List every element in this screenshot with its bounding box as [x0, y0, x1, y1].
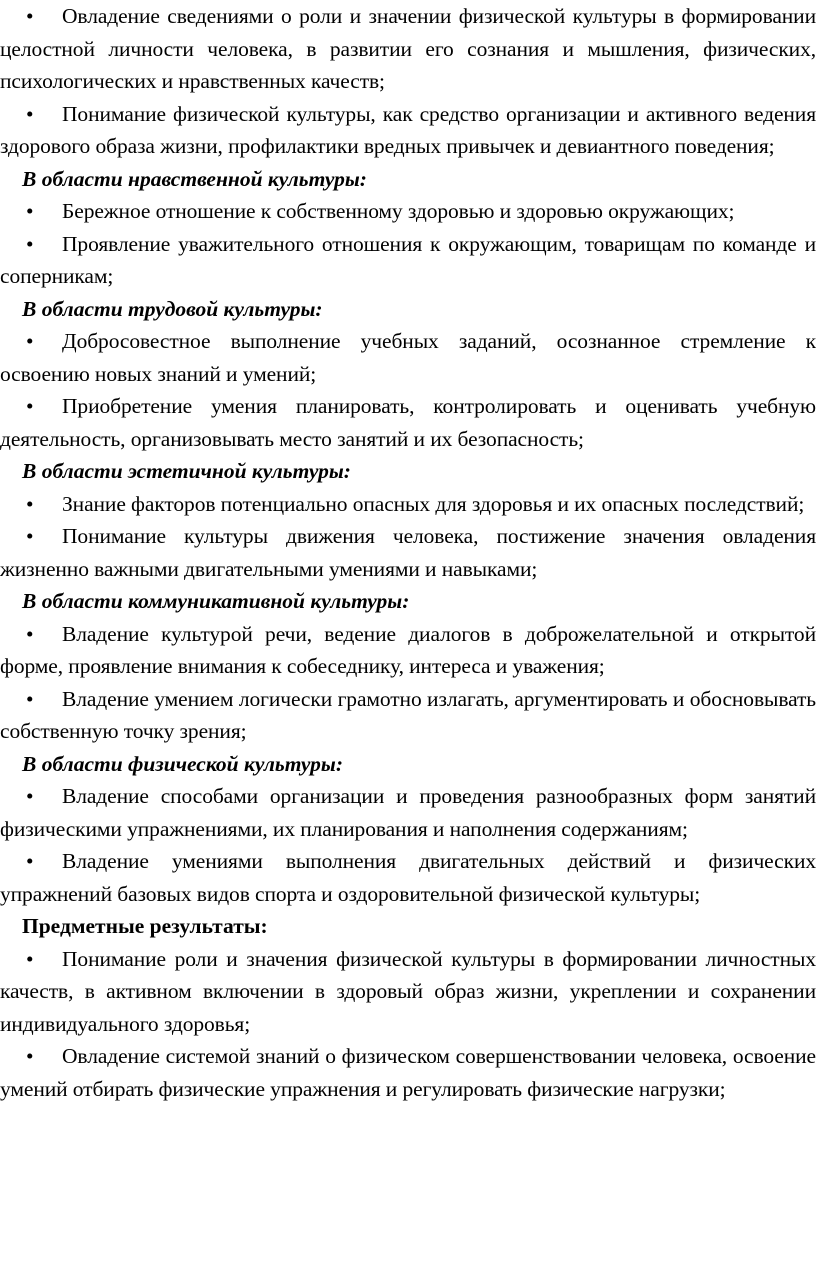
- list-item: [0, 0, 816, 98]
- bullet-glyph: •: [26, 4, 34, 28]
- list-item-text: Понимание культуры движения человека, постижение значения овладения жизненно важными двигательными умениями и навыками;: [0, 524, 816, 581]
- list-item: [0, 845, 816, 910]
- bullet-glyph: •: [26, 329, 34, 353]
- list-item: [0, 520, 816, 585]
- list-item-text: Владение способами организации и проведения разнообразных форм занятий физическими упражнениями, их планирования и наполнения содержаниям;: [0, 784, 816, 841]
- list-item: [0, 325, 816, 390]
- list-item-text: Овладение системой знаний о физическом совершенствовании человека, освоение умений отбирать физические упражнения и регулировать физические нагрузки;: [0, 1044, 816, 1101]
- bullet-glyph: •: [26, 1044, 34, 1068]
- list-item: [0, 390, 816, 455]
- list-item-text: Владение умениями выполнения двигательных действий и физических упражнений базовых видов спорта и оздоровительной физической культуры;: [0, 849, 816, 906]
- list-item: [0, 228, 816, 293]
- bullet-glyph: •: [26, 686, 34, 711]
- list-item-text: Приобретение умения планировать, контролировать и оценивать учебную деятельность, организовывать место занятий и их безопасность;: [0, 394, 816, 451]
- list-item: [0, 780, 816, 845]
- bullet-glyph: •: [26, 491, 34, 516]
- list-item-text: Добросовестное выполнение учебных заданий, осознанное стремление к освоению новых знаний и умений;: [0, 329, 816, 386]
- list-item: [0, 943, 816, 1041]
- bullet-glyph: •: [26, 101, 34, 126]
- list-item-text: Овладение сведениями о роли и значении физической культуры в формировании целостной личности человека, в развитии его сознания и мышления, физических, психологических и нравственных качеств;: [0, 4, 816, 93]
- bullet-glyph: •: [26, 849, 34, 873]
- list-item: [0, 1040, 816, 1105]
- list-item-text: Владение умением логически грамотно излагать, аргументировать и обосновывать собственную точку зрения;: [0, 686, 816, 743]
- bullet-glyph: •: [26, 784, 34, 808]
- section-heading: В области физической культуры:: [22, 751, 343, 776]
- section-heading: В области нравственной культуры:: [22, 166, 367, 191]
- list-item: [0, 488, 816, 521]
- list-item-text: Бережное отношение к собственному здоровью и здоровью окружающих;: [62, 199, 735, 223]
- list-item-text: Владение культурой речи, ведение диалогов в доброжелательной и открытой форме, проявление внимания к собеседнику, интереса и уважения;: [0, 621, 816, 678]
- bullet-glyph: •: [26, 946, 34, 971]
- bullet-glyph: •: [26, 394, 34, 418]
- section-heading: В области трудовой культуры:: [22, 296, 323, 321]
- bullet-glyph: •: [26, 231, 34, 256]
- list-item: [0, 683, 816, 748]
- bullet-glyph: •: [26, 621, 34, 646]
- list-item-text: Понимание физической культуры, как средство организации и активного ведения здорового образа жизни, профилактики вредных привычек и девиантного поведения;: [0, 101, 816, 158]
- list-item-text: Понимание роли и значения физической культуры в формировании личностных качеств, в активном включении в здоровый образ жизни, укреплении и сохранении индивидуального здоровья;: [0, 946, 816, 1036]
- bullet-glyph: •: [26, 199, 34, 223]
- results-heading: Предметные результаты:: [22, 914, 268, 938]
- list-item-text: Знание факторов потенциально опасных для здоровья и их опасных последствий;: [62, 491, 805, 516]
- section-heading: В области эстетичной культуры:: [22, 459, 351, 483]
- list-item: [0, 618, 816, 683]
- list-item: [0, 98, 816, 163]
- list-item: [0, 195, 816, 228]
- list-item-text: Проявление уважительного отношения к окружающим, товарищам по команде и соперникам;: [0, 231, 816, 288]
- bullet-glyph: •: [26, 524, 34, 548]
- section-heading: В области коммуникативной культуры:: [22, 589, 410, 613]
